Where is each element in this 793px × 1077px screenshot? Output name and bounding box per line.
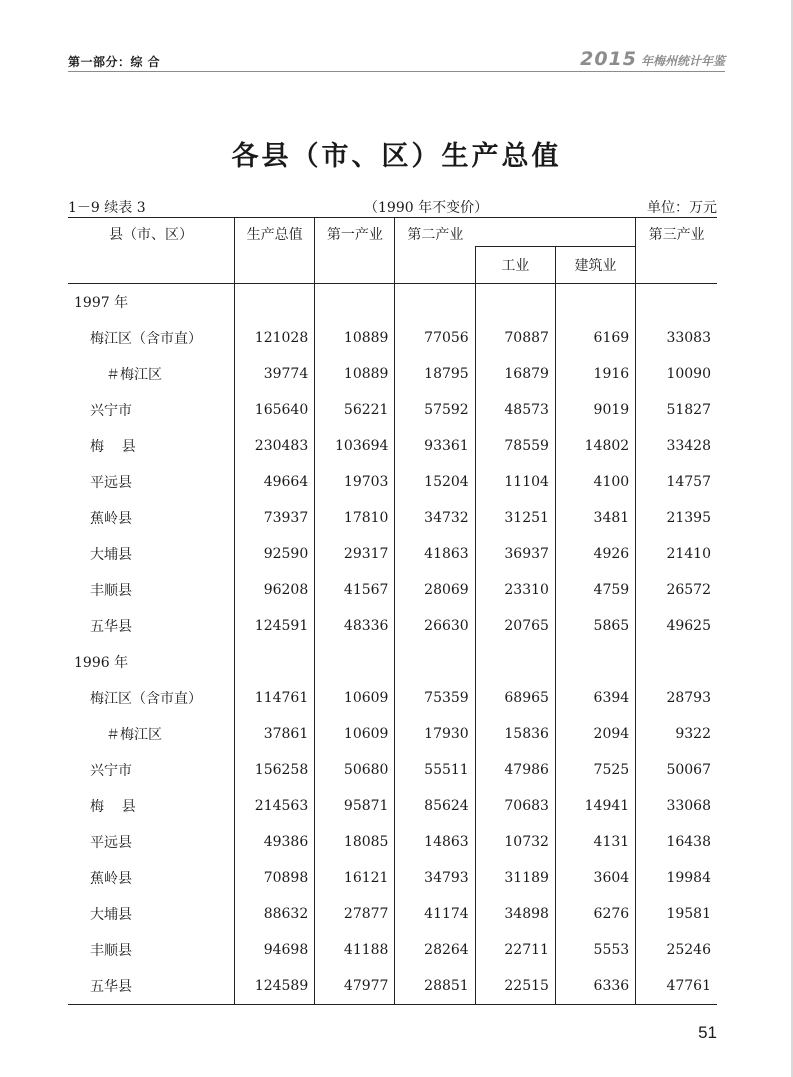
primary-value bbox=[315, 644, 395, 680]
industry-value: 31189 bbox=[475, 860, 555, 896]
industry-value: 78559 bbox=[475, 428, 555, 464]
industry-value: 11104 bbox=[475, 464, 555, 500]
table-body bbox=[68, 283, 717, 1004]
construction-value: 5553 bbox=[555, 932, 635, 968]
table-caption bbox=[68, 197, 717, 217]
secondary-value: 85624 bbox=[395, 788, 475, 824]
construction-value: 9019 bbox=[555, 392, 635, 428]
region-name: 梅 县 bbox=[90, 438, 136, 455]
table-row bbox=[68, 788, 717, 824]
tertiary-value: 16438 bbox=[636, 824, 717, 860]
col-header-gdp: 生产总值 bbox=[235, 218, 315, 284]
construction-value: 7525 bbox=[555, 752, 635, 788]
table-row bbox=[68, 356, 717, 392]
year-row bbox=[68, 644, 717, 680]
gdp-value: 114761 bbox=[235, 680, 315, 716]
region-name: 五华县 bbox=[68, 968, 235, 1005]
col-header-secondary-span2 bbox=[555, 218, 635, 247]
table-row bbox=[68, 896, 717, 932]
primary-value: 41188 bbox=[315, 932, 395, 968]
table-row bbox=[68, 536, 717, 572]
yearbook-name: 年梅州统计年鉴 bbox=[640, 54, 725, 68]
table-row bbox=[68, 500, 717, 536]
gdp-value: 88632 bbox=[235, 896, 315, 932]
construction-value bbox=[555, 644, 635, 680]
tertiary-value: 33068 bbox=[636, 788, 717, 824]
construction-value: 3604 bbox=[555, 860, 635, 896]
industry-value: 10732 bbox=[475, 824, 555, 860]
gdp-value: 49664 bbox=[235, 464, 315, 500]
table-row bbox=[68, 392, 717, 428]
secondary-value: 57592 bbox=[395, 392, 475, 428]
tertiary-value: 33083 bbox=[636, 320, 717, 356]
section-header: 第一部分：综 合 bbox=[68, 55, 161, 69]
primary-value: 50680 bbox=[315, 752, 395, 788]
secondary-value: 77056 bbox=[395, 320, 475, 356]
region-name: 兴宁市 bbox=[90, 762, 132, 779]
tertiary-value: 50067 bbox=[636, 752, 717, 788]
gdp-value: 96208 bbox=[235, 572, 315, 608]
primary-value: 16121 bbox=[315, 860, 395, 896]
secondary-value: 18795 bbox=[395, 356, 475, 392]
secondary-value bbox=[395, 644, 475, 680]
tertiary-value: 19581 bbox=[636, 896, 717, 932]
header-rule bbox=[68, 71, 725, 72]
region-name: 丰顺县 bbox=[90, 942, 132, 959]
primary-value: 10609 bbox=[315, 680, 395, 716]
gdp-value: 230483 bbox=[235, 428, 315, 464]
primary-value: 103694 bbox=[315, 428, 395, 464]
industry-value: 47986 bbox=[475, 752, 555, 788]
industry-value: 70683 bbox=[475, 788, 555, 824]
col-header-tertiary: 第三产业 bbox=[636, 218, 717, 284]
primary-value: 29317 bbox=[315, 536, 395, 572]
secondary-value: 28069 bbox=[395, 572, 475, 608]
industry-value: 31251 bbox=[475, 500, 555, 536]
table-row bbox=[68, 752, 717, 788]
tertiary-value: 49625 bbox=[636, 608, 717, 644]
gdp-value: 124589 bbox=[235, 968, 315, 1005]
tertiary-value: 9322 bbox=[636, 716, 717, 752]
price-base: （1990 年不变价） bbox=[364, 200, 489, 216]
table-row bbox=[68, 680, 717, 716]
secondary-value: 93361 bbox=[395, 428, 475, 464]
table-row bbox=[68, 824, 717, 860]
industry-value: 23310 bbox=[475, 572, 555, 608]
tertiary-value: 21410 bbox=[636, 536, 717, 572]
region-name: ＃梅江区 bbox=[106, 366, 162, 383]
secondary-value: 41863 bbox=[395, 536, 475, 572]
tertiary-value bbox=[636, 283, 717, 320]
primary-value: 95871 bbox=[315, 788, 395, 824]
industry-value: 22515 bbox=[475, 968, 555, 1005]
gdp-value: 37861 bbox=[235, 716, 315, 752]
col-header-secondary: 第二产业 bbox=[395, 218, 475, 247]
region-name: 平远县 bbox=[90, 834, 132, 851]
construction-value: 2094 bbox=[555, 716, 635, 752]
construction-value: 14941 bbox=[555, 788, 635, 824]
tertiary-value: 25246 bbox=[636, 932, 717, 968]
table-row bbox=[68, 320, 717, 356]
gdp-table bbox=[68, 217, 717, 1005]
tertiary-value: 51827 bbox=[636, 392, 717, 428]
construction-value: 4131 bbox=[555, 824, 635, 860]
table-row bbox=[68, 716, 717, 752]
tertiary-value bbox=[636, 644, 717, 680]
secondary-value: 15204 bbox=[395, 464, 475, 500]
construction-value bbox=[555, 283, 635, 320]
industry-value: 22711 bbox=[475, 932, 555, 968]
region-name: 五华县 bbox=[90, 618, 132, 635]
region-name: 大埔县 bbox=[90, 906, 132, 923]
col-header-primary: 第一产业 bbox=[315, 218, 395, 284]
gdp-value: 165640 bbox=[235, 392, 315, 428]
col-header-construction: 建筑业 bbox=[555, 246, 635, 283]
tertiary-value: 33428 bbox=[636, 428, 717, 464]
tertiary-value: 26572 bbox=[636, 572, 717, 608]
construction-value: 3481 bbox=[555, 500, 635, 536]
gdp-value: 92590 bbox=[235, 536, 315, 572]
primary-value: 27877 bbox=[315, 896, 395, 932]
table-row bbox=[68, 968, 717, 1005]
secondary-value: 75359 bbox=[395, 680, 475, 716]
construction-value: 4759 bbox=[555, 572, 635, 608]
col-header-region: 县（市、区） bbox=[68, 218, 235, 284]
table-row bbox=[68, 860, 717, 896]
yearbook-header bbox=[580, 48, 725, 70]
secondary-value: 17930 bbox=[395, 716, 475, 752]
primary-value: 48336 bbox=[315, 608, 395, 644]
industry-value: 36937 bbox=[475, 536, 555, 572]
region-name: 梅江区（含市直） bbox=[90, 330, 202, 347]
page-title: 各县（市、区）生产总值 bbox=[231, 141, 562, 172]
tertiary-value: 21395 bbox=[636, 500, 717, 536]
industry-value: 70887 bbox=[475, 320, 555, 356]
tertiary-value: 14757 bbox=[636, 464, 717, 500]
tertiary-value: 28793 bbox=[636, 680, 717, 716]
secondary-value: 26630 bbox=[395, 608, 475, 644]
secondary-value bbox=[395, 283, 475, 320]
gdp-value: 39774 bbox=[235, 356, 315, 392]
gdp-value: 214563 bbox=[235, 788, 315, 824]
construction-value: 6169 bbox=[555, 320, 635, 356]
industry-value: 68965 bbox=[475, 680, 555, 716]
yearbook-year: 2015 bbox=[580, 48, 637, 70]
page-number: 51 bbox=[698, 1023, 717, 1042]
table-row bbox=[68, 608, 717, 644]
year-label: 1997 年 bbox=[74, 294, 129, 311]
industry-value bbox=[475, 644, 555, 680]
table-row bbox=[68, 428, 717, 464]
primary-value: 41567 bbox=[315, 572, 395, 608]
construction-value: 4926 bbox=[555, 536, 635, 572]
table-row bbox=[68, 464, 717, 500]
primary-value bbox=[315, 283, 395, 320]
primary-value: 18085 bbox=[315, 824, 395, 860]
gdp-value: 73937 bbox=[235, 500, 315, 536]
industry-value: 20765 bbox=[475, 608, 555, 644]
primary-value: 10889 bbox=[315, 356, 395, 392]
construction-value: 6276 bbox=[555, 896, 635, 932]
col-header-secondary-span bbox=[475, 218, 555, 247]
region-name: 平远县 bbox=[90, 474, 132, 491]
tertiary-value: 10090 bbox=[636, 356, 717, 392]
gdp-value: 124591 bbox=[235, 608, 315, 644]
year-label: 1996 年 bbox=[74, 654, 129, 671]
gdp-value: 70898 bbox=[235, 860, 315, 896]
industry-value: 16879 bbox=[475, 356, 555, 392]
unit-label: 单位：万元 bbox=[647, 200, 717, 216]
region-name: ＃梅江区 bbox=[106, 726, 162, 743]
table-row bbox=[68, 572, 717, 608]
industry-value: 15836 bbox=[475, 716, 555, 752]
secondary-value: 41174 bbox=[395, 896, 475, 932]
tertiary-value: 19984 bbox=[636, 860, 717, 896]
gdp-value: 121028 bbox=[235, 320, 315, 356]
secondary-value: 14863 bbox=[395, 824, 475, 860]
gdp-value: 49386 bbox=[235, 824, 315, 860]
construction-value: 6336 bbox=[555, 968, 635, 1005]
secondary-value: 28851 bbox=[395, 968, 475, 1005]
region-name: 丰顺县 bbox=[90, 582, 132, 599]
construction-value: 1916 bbox=[555, 356, 635, 392]
primary-value: 10889 bbox=[315, 320, 395, 356]
construction-value: 5865 bbox=[555, 608, 635, 644]
gdp-value: 94698 bbox=[235, 932, 315, 968]
gdp-value bbox=[235, 283, 315, 320]
region-name: 大埔县 bbox=[90, 546, 132, 563]
construction-value: 4100 bbox=[555, 464, 635, 500]
tertiary-value: 47761 bbox=[636, 968, 717, 1005]
region-name: 兴宁市 bbox=[90, 402, 132, 419]
region-name: 梅江区（含市直） bbox=[90, 690, 202, 707]
industry-value: 34898 bbox=[475, 896, 555, 932]
region-name: 蕉岭县 bbox=[90, 510, 132, 527]
primary-value: 47977 bbox=[315, 968, 395, 1005]
primary-value: 17810 bbox=[315, 500, 395, 536]
primary-value: 10609 bbox=[315, 716, 395, 752]
gdp-value: 156258 bbox=[235, 752, 315, 788]
industry-value bbox=[475, 283, 555, 320]
table-number: 1－9 续表 3 bbox=[68, 200, 146, 216]
construction-value: 14802 bbox=[555, 428, 635, 464]
region-name: 蕉岭县 bbox=[90, 870, 132, 887]
year-row bbox=[68, 283, 717, 320]
secondary-value: 28264 bbox=[395, 932, 475, 968]
secondary-value: 34793 bbox=[395, 860, 475, 896]
col-header-industry: 工业 bbox=[475, 246, 555, 283]
secondary-value: 34732 bbox=[395, 500, 475, 536]
col-header-secondary-below bbox=[395, 246, 475, 283]
region-name: 梅 县 bbox=[90, 798, 136, 815]
gdp-value bbox=[235, 644, 315, 680]
secondary-value: 55511 bbox=[395, 752, 475, 788]
construction-value: 6394 bbox=[555, 680, 635, 716]
industry-value: 48573 bbox=[475, 392, 555, 428]
primary-value: 56221 bbox=[315, 392, 395, 428]
primary-value: 19703 bbox=[315, 464, 395, 500]
table-row bbox=[68, 932, 717, 968]
